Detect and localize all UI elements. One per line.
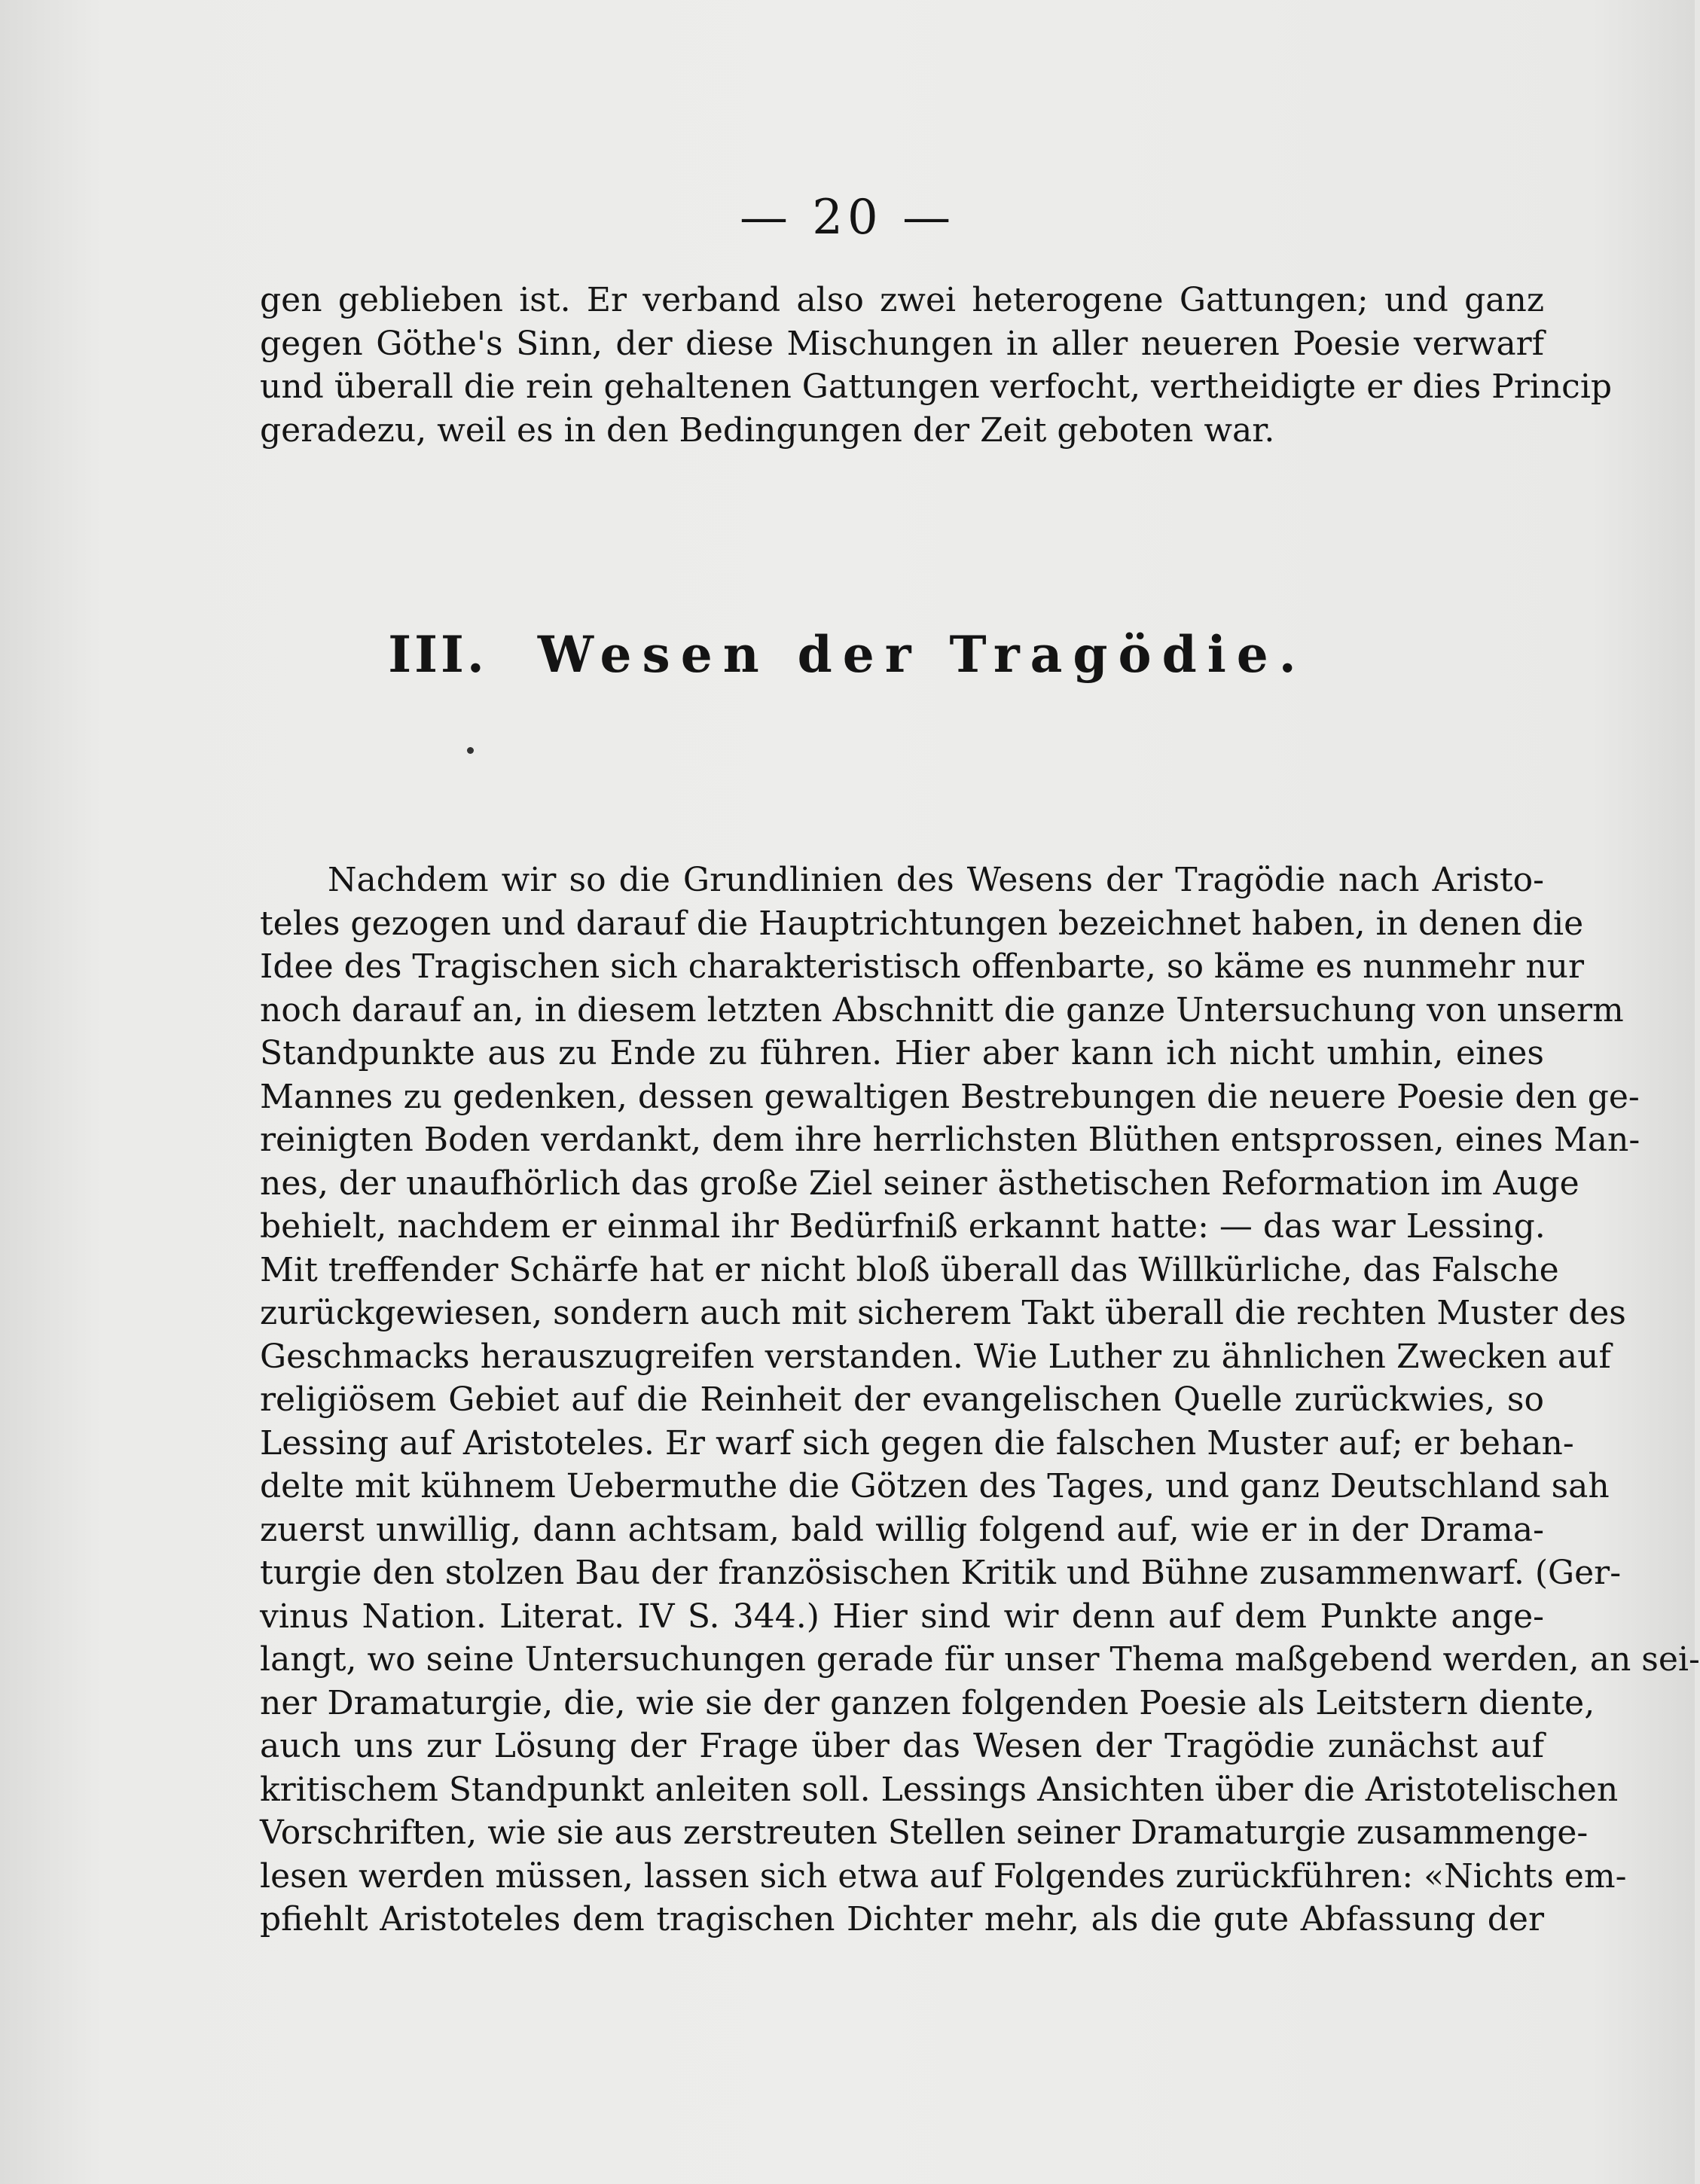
text-line: Geschmacks herauszugreifen verstanden. Wie Luther zu ähnlichen Zwecken auf — [260, 1337, 1611, 1376]
text-line: auch uns zur Lösung der Frage über das Wesen der Tragödie zunächst auf — [260, 1727, 1544, 1765]
text-line: gegen Göthe's Sinn, der diese Mischungen in aller neueren Poesie verwarf — [260, 324, 1544, 363]
text-line: geradezu, weil es in den Bedingungen der Zeit geboten war. — [260, 410, 1275, 450]
section-numeral: III. — [388, 625, 487, 684]
text-line: noch darauf an, in diesem letzten Abschnitt die ganze Untersuchung von unserm — [260, 990, 1624, 1029]
text-line: Mannes zu gedenken, dessen gewaltigen Bestrebungen die neuere Poesie den ge- — [260, 1077, 1640, 1116]
section-heading — [0, 625, 1695, 684]
text-line: zurückgewiesen, sondern auch mit sicherem Takt überall die rechten Muster des — [260, 1294, 1626, 1332]
text-line: ner Dramaturgie, die, wie sie der ganzen folgenden Poesie als Leitstern diente, — [260, 1683, 1595, 1722]
text-line: behielt, nachdem er einmal ihr Bedürfniß erkannt hatte: — das war Lessing. — [260, 1207, 1546, 1246]
text-line: religiösem Gebiet auf die Reinheit der evangelischen Quelle zurückwies, so — [260, 1380, 1544, 1419]
ink-speck — [467, 747, 474, 754]
text-line: nes, der unaufhörlich das große Ziel seiner ästhetischen Reformation im Auge — [260, 1164, 1579, 1203]
text-line: vinus Nation. Literat. IV S. 344.) Hier sind wir denn auf dem Punkte ange- — [260, 1597, 1544, 1636]
text-line: und überall die rein gehaltenen Gattungen verfocht, vertheidigte er dies Princip — [260, 368, 1613, 406]
text-line: delte mit kühnem Uebermuthe die Götzen des Tages, und ganz Deutschland sah — [260, 1467, 1610, 1505]
page-number: — 20 — — [739, 190, 956, 246]
text-line: gen geblieben ist. Er verband also zwei heterogene Gattungen; und ganz — [260, 281, 1544, 319]
text-line: pfiehlt Aristoteles dem tragischen Dichter mehr, als die gute Abfassung der — [260, 1900, 1544, 1938]
text-line: kritischem Standpunkt anleiten soll. Lessings Ansichten über die Aristotelischen — [260, 1770, 1619, 1809]
text-line: reinigten Boden verdankt, dem ihre herrlichsten Blüthen entsprossen, eines Man- — [260, 1121, 1640, 1159]
text-line: teles gezogen und darauf die Hauptrichtungen bezeichnet haben, in denen die — [260, 904, 1584, 943]
text-line: Idee des Tragischen sich charakteristisch offenbarte, so käme es nunmehr nur — [260, 947, 1585, 986]
paragraph-continuation — [260, 279, 1613, 452]
text-line: Lessing auf Aristoteles. Er warf sich gegen die falschen Muster auf; er behan- — [260, 1423, 1574, 1463]
text-line: turgie den stolzen Bau der französischen Kritik und Bühne zusammenwarf. (Ger- — [260, 1554, 1622, 1592]
text-line: zuerst unwillig, dann achtsam, bald willig folgend auf, wie er in der Drama- — [260, 1510, 1544, 1549]
text-line: lesen werden müssen, lassen sich etwa auf Folgendes zurückführen: «Nichts em- — [260, 1856, 1627, 1896]
section-title: Wesen der Tragödie. — [537, 625, 1307, 684]
text-line: Standpunkte aus zu Ende zu führen. Hier aber kann ich nicht umhin, eines — [260, 1034, 1544, 1072]
text-line: Vorschriften, wie sie aus zerstreuten Stellen seiner Dramaturgie zusammenge- — [260, 1813, 1589, 1852]
text-line: Mit treffender Schärfe hat er nicht bloß überall das Willkürliche, das Falsche — [260, 1250, 1559, 1289]
text-line: langt, wo seine Untersuchungen gerade für unser Thema maßgebend werden, an sei- — [260, 1640, 1700, 1679]
text-line: Nachdem wir so die Grundlinien des Wesens der Tragödie nach Aristo- — [328, 861, 1544, 899]
paragraph-main — [260, 859, 1700, 1942]
